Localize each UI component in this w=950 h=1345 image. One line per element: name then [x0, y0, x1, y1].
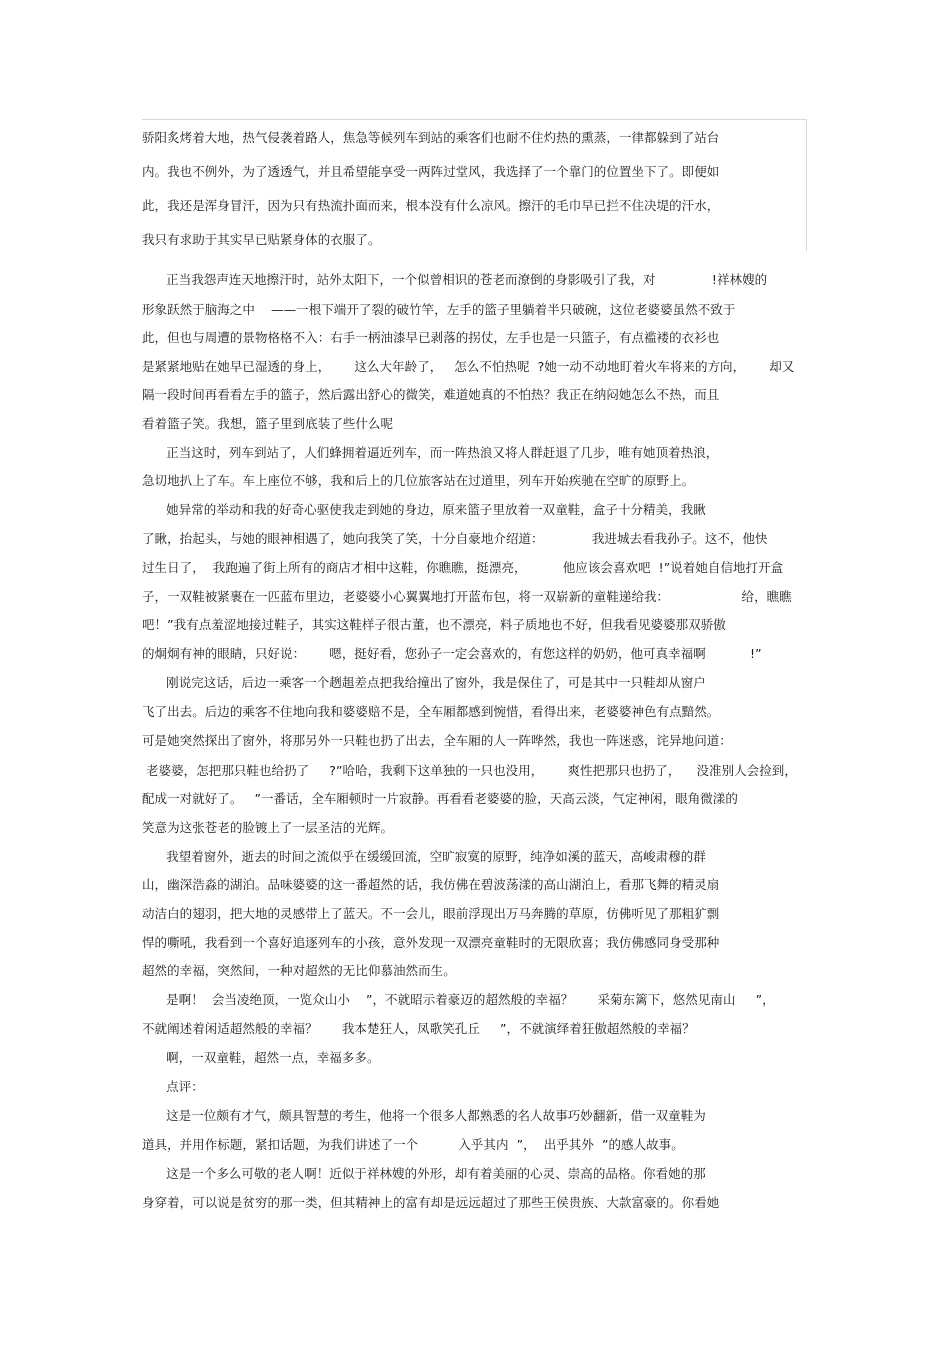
text-line: 是紧紧地贴在她早已湿透的身上， 这么大年龄了， 怎么不怕热呢 ?她一动不动地盯着火车将来的方向， 却又 [142, 359, 795, 374]
text-line: 的炯炯有神的眼睛，只好说： 嗯，挺好看，您孙子一定会喜欢的，有您这样的奶奶，他可真幸福啊 !” [142, 646, 762, 661]
text-line: 子，一双鞋被紧裹在一匹蓝布里边，老婆婆小心翼翼地打开蓝布包，将一双崭新的童鞋递给我： 给，瞧瞧 [142, 589, 792, 604]
text-line: 过生日了， 我跑遍了街上所有的商店才相中这鞋，你瞧瞧，挺漂亮， 他应该会喜欢吧 !”说着她自信地打开盒 [142, 560, 784, 575]
frame-right-rule [806, 119, 807, 251]
text-line: 啊，一双童鞋，超然一点，幸福多多。 [142, 1050, 380, 1065]
text-line: 我只有求助于其实早已贴紧身体的衣服了。 [142, 232, 381, 247]
text-line: 悍的嘶吼，我看到一个喜好追逐列车的小孩，意外发现一双漂亮童鞋时的无限欣喜；我仿佛感同身受那种 [142, 935, 720, 950]
text-line: 刚说完这话，后边一乘客一个趔趄差点把我给撞出了窗外，我是保住了，可是其中一只鞋却从窗户 [142, 675, 706, 690]
text-line: 笑意为这张苍老的脸镀上了一层圣洁的光辉。 [142, 820, 394, 835]
text-line: 隔一段时间再看看左手的篮子，然后露出舒心的微笑，难道她真的不怕热？我正在纳闷她怎么不热，而且 [142, 387, 720, 402]
text-line: 不就阐述着闲适超然般的幸福？ 我本楚狂人，凤歌笑孔丘 ”，不就演绎着狂傲超然般的幸福？ [142, 1021, 695, 1036]
text-line: 这是一位颇有才气，颇具智慧的考生，他将一个很多人都熟悉的名人故事巧妙翻新，借一双童鞋为 [142, 1108, 706, 1123]
text-line: 内。我也不例外，为了透透气，并且希望能享受一两阵过堂风，我选择了一个靠门的位置坐下了。即便如 [142, 164, 720, 179]
text-line: 吧！”我有点羞涩地接过鞋子，其实这鞋样子很古董，也不漂亮，料子质地也不好，但我看见婆婆那双骄傲 [142, 617, 726, 632]
text-line: 山，幽深浩淼的湖泊。品味婆婆的这一番超然的话，我仿佛在碧波荡漾的高山湖泊上，看那飞舞的精灵扇 [142, 877, 720, 892]
text-line: 骄阳炙烤着大地，热气侵袭着路人，焦急等候列车到站的乘客们也耐不住灼热的熏蒸，一律都躲到了站台 [142, 130, 720, 145]
text-line: 配成一对就好了。 ”一番话，全车厢顿时一片寂静。再看看老婆婆的脸，天高云淡，气定神闲，眼角微漾的 [142, 791, 738, 806]
text-line: 身穿着，可以说是贫穷的那一类，但其精神上的富有却是远远超过了那些王侯贵族、大款富豪的。你看她 [142, 1195, 720, 1210]
text-line: 是啊！ 会当凌绝顶，一览众山小 ”，不就昭示着豪迈的超然般的幸福？ 采菊东篱下，悠然见南山 ”， [142, 992, 775, 1007]
text-line: 我望着窗外，逝去的时间之流似乎在缓缓回流，空旷寂寞的原野，纯净如溪的蓝天，高峻肃穆的群 [142, 849, 706, 864]
text-line: 正当我怨声连天地擦汗时，站外太阳下，一个似曾相识的苍老而潦倒的身影吸引了我，对 !祥林嫂的 [142, 272, 768, 287]
text-line: 道具，并用作标题，紧扣话题，为我们讲述了一个 入乎其内 ”， 出乎其外 ”的感人故事。 [142, 1137, 684, 1152]
text-line: 动洁白的翅羽，把大地的灵感带上了蓝天。不一会儿，眼前浮现出万马奔腾的草原，仿佛听见了那粗犷剽 [142, 906, 720, 921]
text-line: 飞了出去。后边的乘客不住地向我和婆婆赔不是，全车厢都感到惋惜，看得出来，老婆婆神色有点黯然。 [142, 704, 720, 719]
text-line: 此，我还是浑身冒汗，因为只有热流扑面而来，根本没有什么凉风。擦汗的毛巾早已拦不住决堤的汗水， [142, 198, 720, 213]
text-line: 正当这时，列车到站了，人们蜂拥着逼近列车，而一阵热浪又将人群赶退了几步，唯有她顶着热浪， [142, 445, 719, 460]
text-line: 了瞅，抬起头，与她的眼神相遇了，她向我笑了笑，十分自豪地介绍道： 我进城去看我孙子。这不，他快 [142, 531, 768, 546]
text-line: 老婆婆，怎把那只鞋也给扔了 ?”哈哈，我剩下这单独的一只也没用， 爽性把那只也扔了， 没准别人会捡到， [142, 763, 797, 778]
text-line: 急切地扒上了车。车上座位不够，我和后上的几位旅客站在过道里，列车开始疾驰在空旷的原野上。 [142, 473, 695, 488]
text-line: 可是她突然探出了窗外，将那另外一只鞋也扔了出去，全车厢的人一阵哗然，我也一阵迷惑，诧异地问道： [142, 733, 732, 748]
text-line: 形象跃然于脑海之中 ——一根下端开了裂的破竹竿，左手的篮子里躺着半只破碗，这位老婆婆虽然不致于 [142, 302, 736, 317]
frame-top-rule [142, 119, 807, 120]
text-line: 看着篮子笑。我想，篮子里到底装了些什么呢 [142, 416, 394, 431]
text-line: 点评： [142, 1079, 204, 1094]
text-line: 这是一个多么可敬的老人啊！近似于祥林嫂的外形，却有着美丽的心灵、崇高的品格。你看她的那 [142, 1166, 706, 1181]
text-line: 超然的幸福，突然间，一种对超然的无比仰慕油然而生。 [142, 963, 456, 978]
text-line: 她异常的举动和我的好奇心驱使我走到她的身边，原来篮子里放着一双童鞋，盒子十分精美，我瞅 [142, 502, 706, 517]
text-line: 此，但也与周遭的景物格格不入：右手一柄油漆早已剥落的拐仗，左手也是一只篮子，有点褴褛的衣衫也 [142, 330, 720, 345]
